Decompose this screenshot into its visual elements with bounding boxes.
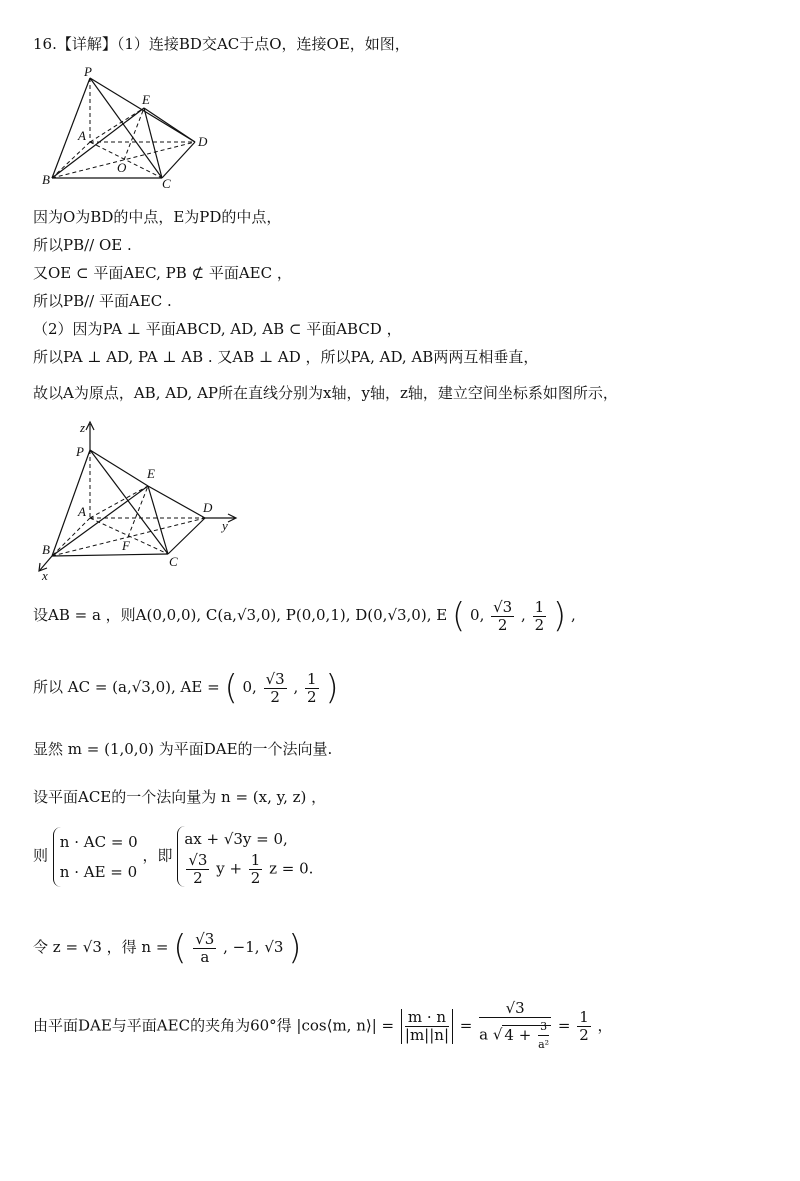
part1-line3: 又OE ⊂ 平面AEC, PB ⊄ 平面AEC ， [33,264,292,282]
frac-1-over-2: $\frac{1}{2}$ [534,597,545,634]
line-ae [90,108,144,142]
label-a-2: A [78,504,86,519]
label-b: B [42,172,50,187]
frac-dot-over-norms: $\frac{m \cdot n}{|m||n|}$ [401,1009,453,1044]
vectors-line: 所以 AC = (a,√3,0), AE = ( 0, $\frac{√3}{2}$ , $\frac{1}{2}$ ) [33,668,339,708]
edge-ab-2 [52,518,90,556]
let-line: 令 z = √3 ，得 n = ( $\frac{√3}{a}$ , −1, √3 ) [33,928,302,968]
label-d: D [198,134,208,149]
frac-ae-sqrt3-over-2: $\frac{√3}{2}$ [265,669,285,706]
label-z: z [80,420,86,435]
part2-line3: 故以A为原点，AB, AD, AP所在直线分别为x轴，y轴，z轴，建立空间坐标系如图所示， [33,384,618,402]
header-text: 16.【详解】（1）连接BD交AC于点O，连接OE，如图， [33,35,410,53]
part1-line2: 所以PB// OE . [33,236,132,254]
label-x: x [42,568,48,583]
coords-line: 设AB = a ，则A(0,0,0), C(a,√3,0), P(0,0,1), D(0,√3,0), E ( 0, $\frac{√3}{2}$ , $\frac{1}{2}$ ) , [33,596,576,636]
normal-line: 设平面ACE的一个法向量为 n = (x, y, z) ， [33,788,327,806]
part2-line1: （2）因为PA ⊥ 平面ABCD, AD, AB ⊂ 平面ABCD ， [33,320,402,338]
line-ae-2 [90,486,148,518]
frac-sqrt3-over-a: $\frac{√3}{a}$ [195,929,215,966]
vectors-prefix: 所以 AC = (a,√3,0), AE = [33,678,220,696]
label-b-2: B [42,542,50,557]
problem-header [33,33,410,54]
edge-pb-2 [52,450,90,556]
label-o: O [117,160,127,175]
label-y: y [222,518,228,533]
part1-line1: 因为O为BD的中点，E为PD的中点， [33,208,282,226]
frac-ae-1-over-2: $\frac{1}{2}$ [307,669,317,706]
frac-sys-1-over-2: $\frac{1}{2}$ [250,851,261,887]
label-e-2: E [147,466,155,481]
part1-line4: 所以PB// 平面AEC . [33,292,172,310]
edge-bc-2 [52,554,168,556]
edge-cd [162,142,195,178]
label-c: C [162,176,171,191]
label-d-2: D [203,500,213,515]
frac-sqrt3-over-2: $\frac{√3}{2}$ [493,597,513,634]
part2-line2: 所以PA ⊥ AD, PA ⊥ AB . 又AB ⊥ AD ，所以PA, AD, AB两两互相垂直， [33,348,539,366]
label-p-2: P [76,444,84,459]
coords-prefix: 设AB = a ，则A(0,0,0), C(a,√3,0), P(0,0,1), D(0,√3,0), E [33,606,448,624]
frac-result: √3 a √ 4 + $\frac{3}{\text{a²}}$ [479,1000,551,1053]
frac-final-half: $\frac{1}{2}$ [579,1008,589,1044]
system-line: 则 n · AC = 0 n · AE = 0 ，即 ax + √3y = 0, $\frac{√3}{2}$ y + $\frac{1}{2}$ z = 0. [33,826,313,887]
system-right: ax + √3y = 0, $\frac{√3}{2}$ y + $\frac{1}{2}$ z = 0. [177,826,313,887]
frac-sys-sqrt3-over-2: $\frac{√3}{2}$ [188,851,208,887]
edge-cd-2 [168,518,205,554]
coords-e-zero: 0, [470,606,485,624]
system-left: n · AC = 0 n · AE = 0 [53,827,138,887]
figure-pyramid-axes [30,420,250,585]
figure-pyramid-1 [40,66,220,191]
line-be-2 [52,486,148,556]
label-a: A [78,128,86,143]
obvious-line: 显然 m = (1,0,0) 为平面DAE的一个法向量. [33,740,333,758]
label-f-2: F [122,538,130,553]
angle-line: 由平面DAE与平面AEC的夹角为60°得 |cos⟨m, n⟩| = $\frac{m \cdot n}{|m||n|}$ = √3 a √ 4 + $\frac{3}{\text{a²}}$ = $\frac{1}{2}$ ， [33,999,613,1051]
edge-pe-2 [90,450,148,486]
edge-ab [52,142,90,178]
label-c-2: C [169,554,178,569]
label-p: P [84,66,92,79]
edge-pd [90,78,195,142]
label-e: E [142,92,150,107]
